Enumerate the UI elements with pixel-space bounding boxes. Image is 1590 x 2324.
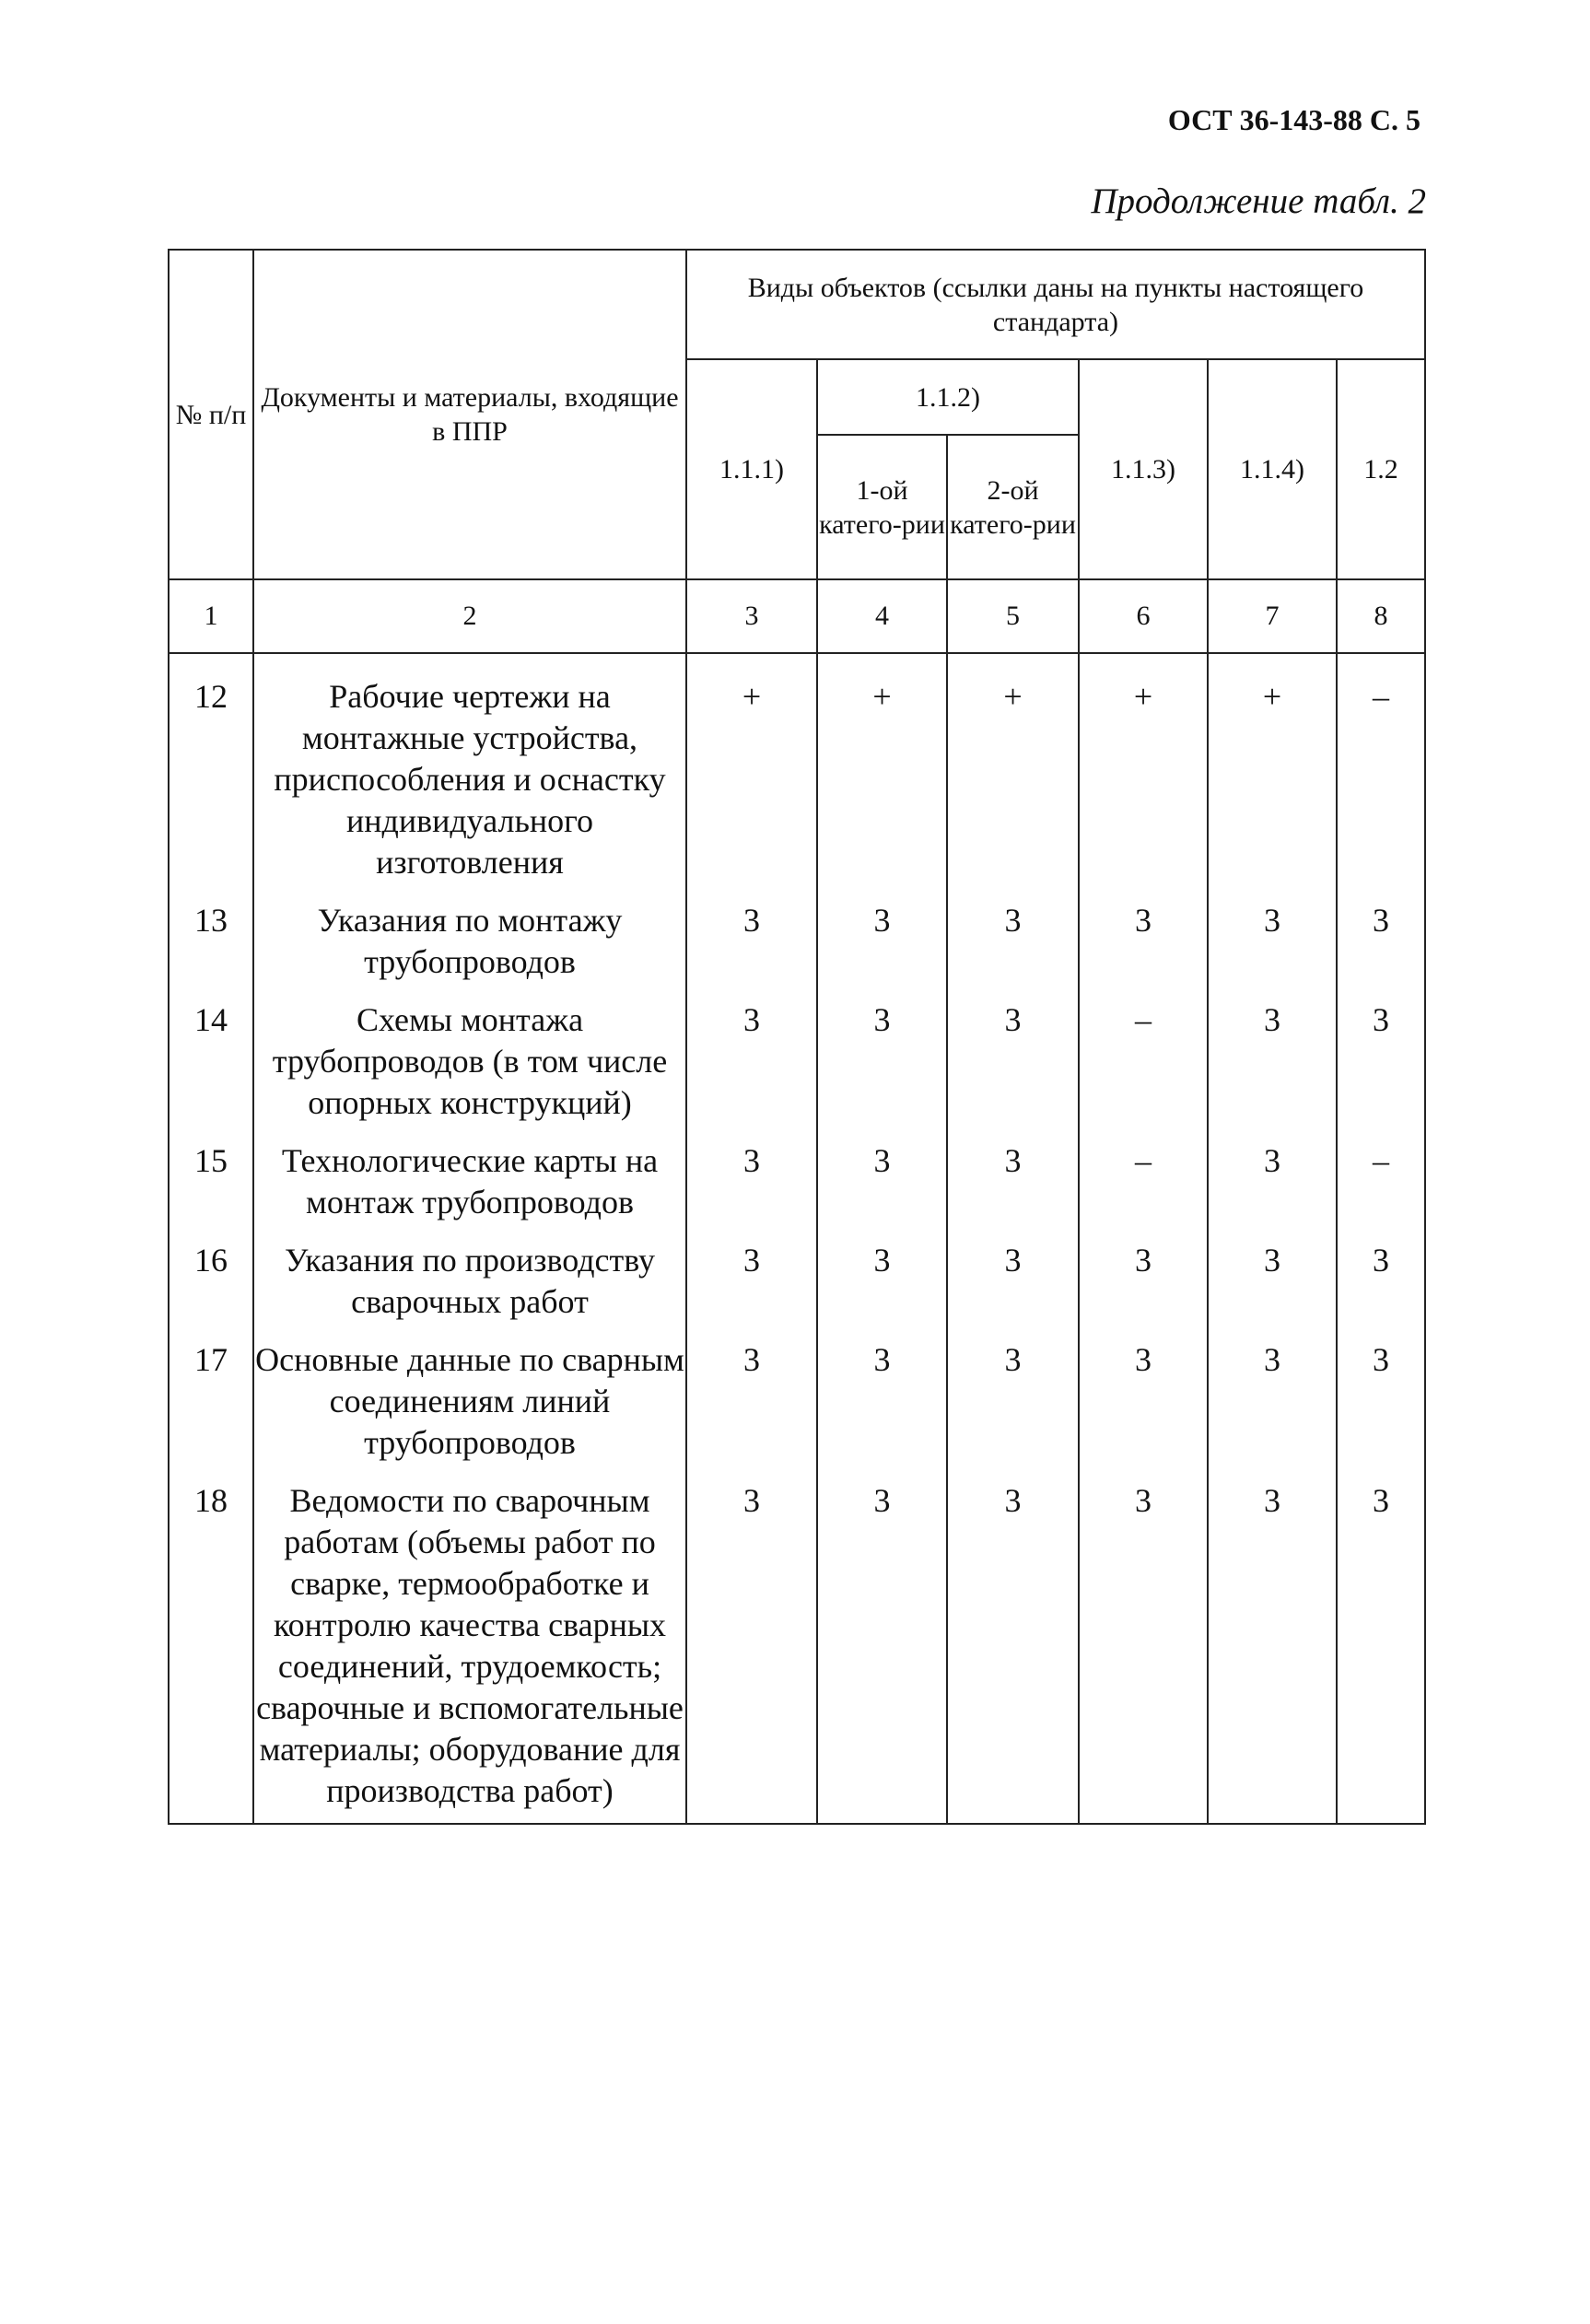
- row-value: 3: [1208, 1323, 1337, 1464]
- row-value: –: [1337, 653, 1425, 883]
- row-value: 3: [1079, 1464, 1208, 1824]
- row-document: Рабочие чертежи на монтажные устройства, приспособления и оснастку индивидуального изготовления: [253, 653, 686, 883]
- col-header-1-1-3: 1.1.3): [1079, 359, 1208, 579]
- row-value: 3: [1079, 1223, 1208, 1323]
- row-value: 3: [1079, 883, 1208, 983]
- table-header: [169, 250, 1425, 579]
- row-value: 3: [817, 1464, 947, 1824]
- row-document: Основные данные по сварным соединениям линий трубопроводов: [253, 1323, 686, 1464]
- column-number: 1: [169, 579, 253, 653]
- column-number: 4: [817, 579, 947, 653]
- row-value: 3: [1079, 1323, 1208, 1464]
- row-value: 3: [1337, 883, 1425, 983]
- row-value: 3: [1208, 883, 1337, 983]
- column-number: 2: [253, 579, 686, 653]
- row-number: 16: [169, 1223, 253, 1323]
- row-value: 3: [817, 1323, 947, 1464]
- row-number: 18: [169, 1464, 253, 1824]
- row-value: 3: [686, 883, 817, 983]
- row-number: 14: [169, 983, 253, 1124]
- row-document: Указания по монтажу трубопроводов: [253, 883, 686, 983]
- row-document: Технологические карты на монтаж трубопроводов: [253, 1124, 686, 1223]
- row-value: 3: [1208, 1124, 1337, 1223]
- table-row: [169, 1223, 1425, 1323]
- col-header-1-1-1: 1.1.1): [686, 359, 817, 579]
- row-value: +: [947, 653, 1079, 883]
- column-number: 6: [1079, 579, 1208, 653]
- row-value: 3: [686, 983, 817, 1124]
- row-value: –: [1337, 1124, 1425, 1223]
- page-header-code: ОСТ 36-143-88 С. 5: [1167, 103, 1420, 136]
- col-header-number: № п/п: [169, 250, 253, 579]
- table-row: [169, 1464, 1425, 1824]
- col-header-1-1-4: 1.1.4): [1208, 359, 1337, 579]
- row-document: Схемы монтажа трубопроводов (в том числе опорных конструкций): [253, 983, 686, 1124]
- row-value: 3: [947, 1223, 1079, 1323]
- column-numbers-row: [169, 579, 1425, 653]
- table-row: [169, 1323, 1425, 1464]
- row-number: 12: [169, 653, 253, 883]
- table-row: [169, 983, 1425, 1124]
- col-header-category-1: 1-ой катего-рии: [817, 435, 947, 579]
- row-value: 3: [686, 1223, 817, 1323]
- row-number: 13: [169, 883, 253, 983]
- row-number: 15: [169, 1124, 253, 1223]
- row-value: 3: [947, 883, 1079, 983]
- column-number: 3: [686, 579, 817, 653]
- table-row: [169, 883, 1425, 983]
- col-header-documents: Документы и материалы, входящие в ППР: [253, 250, 686, 579]
- table-row: [169, 1124, 1425, 1223]
- table-caption: Продолжение табл. 2: [1091, 181, 1426, 221]
- row-value: 3: [947, 983, 1079, 1124]
- row-value: –: [1079, 1124, 1208, 1223]
- row-value: 3: [947, 1124, 1079, 1223]
- col-header-1-1-2: 1.1.2): [817, 359, 1079, 435]
- table-row: [169, 653, 1425, 883]
- row-value: 3: [686, 1124, 817, 1223]
- col-header-object-types: Виды объектов (ссылки даны на пункты настоящего стандарта): [686, 250, 1425, 359]
- row-value: 3: [817, 983, 947, 1124]
- row-value: 3: [1208, 983, 1337, 1124]
- row-value: +: [817, 653, 947, 883]
- column-number: 7: [1208, 579, 1337, 653]
- row-value: 3: [1337, 983, 1425, 1124]
- row-value: +: [1079, 653, 1208, 883]
- col-header-category-2: 2-ой катего-рии: [947, 435, 1079, 579]
- row-value: 3: [947, 1323, 1079, 1464]
- row-value: 3: [1337, 1464, 1425, 1824]
- row-value: 3: [1208, 1223, 1337, 1323]
- row-number: 17: [169, 1323, 253, 1464]
- col-header-1-2: 1.2: [1337, 359, 1425, 579]
- column-number: 5: [947, 579, 1079, 653]
- row-value: –: [1079, 983, 1208, 1124]
- documents-table: [168, 249, 1426, 1825]
- column-number: 8: [1337, 579, 1425, 653]
- row-value: 3: [686, 1323, 817, 1464]
- row-document: Ведомости по сварочным работам (объемы работ по сварке, термообработке и контролю качества сварных соединений, трудоемкость; сварочные и вспомогательные материалы; оборудование для производства работ): [253, 1464, 686, 1824]
- row-value: 3: [1337, 1223, 1425, 1323]
- row-value: +: [1208, 653, 1337, 883]
- row-value: 3: [686, 1464, 817, 1824]
- row-value: 3: [1208, 1464, 1337, 1824]
- row-value: 3: [947, 1464, 1079, 1824]
- row-value: 3: [1337, 1323, 1425, 1464]
- row-document: Указания по производству сварочных работ: [253, 1223, 686, 1323]
- row-value: 3: [817, 883, 947, 983]
- row-value: 3: [817, 1223, 947, 1323]
- row-value: +: [686, 653, 817, 883]
- row-value: 3: [817, 1124, 947, 1223]
